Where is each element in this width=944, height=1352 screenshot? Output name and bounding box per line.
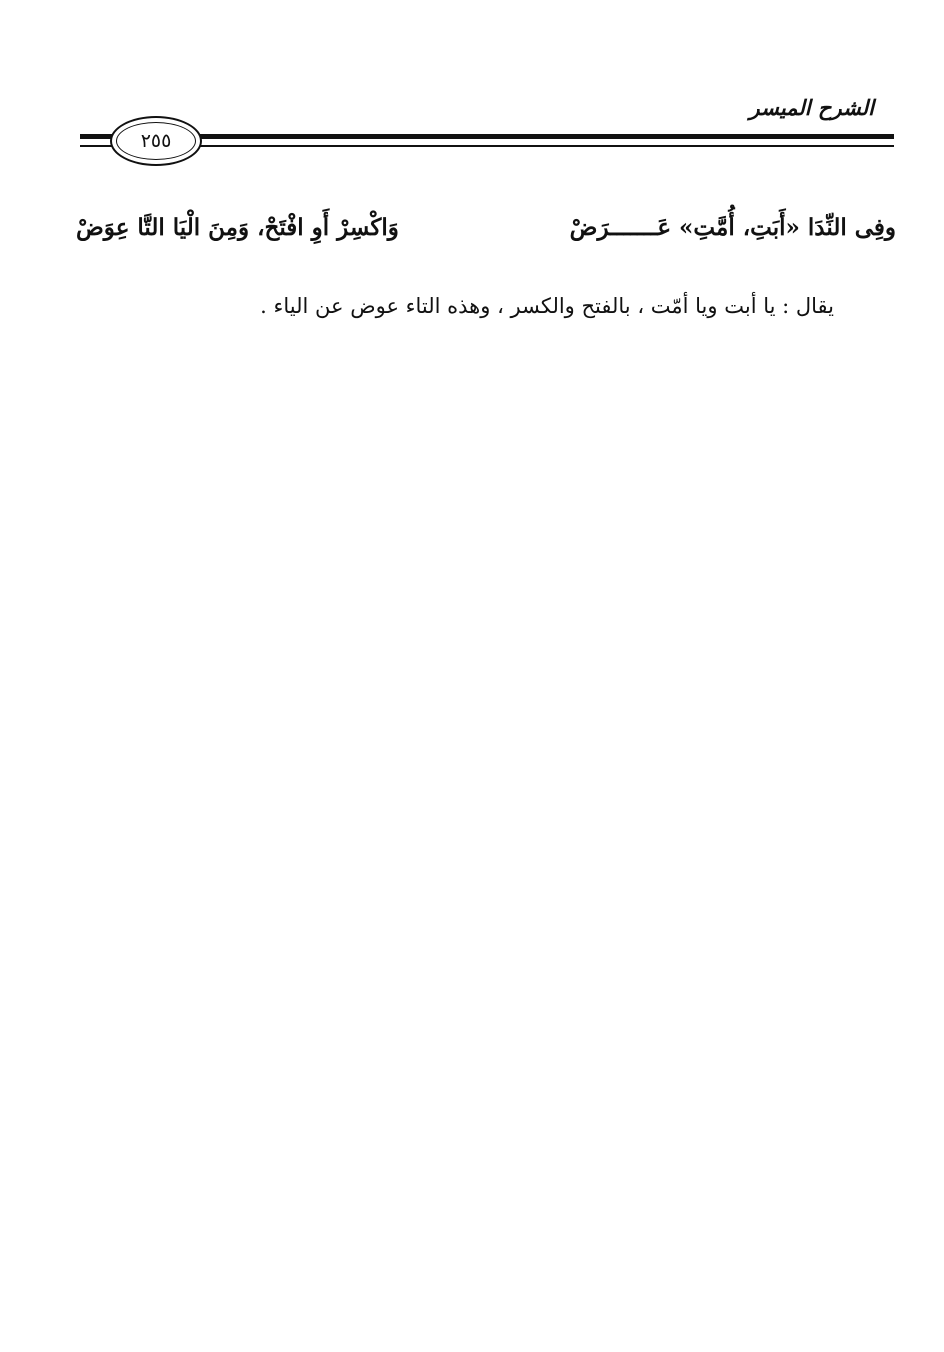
book-title: الشرح الميسر xyxy=(749,96,874,120)
verse-first-hemistich: وفِى النِّدَا «أَبَتِ، أُمَّتِ» عَـــــــرَضْ xyxy=(569,214,896,241)
page-number-oval xyxy=(110,116,202,166)
header-rule-thin xyxy=(80,145,894,147)
verse-second-hemistich: وَاكْسِرْ أَوِ افْتَحْ، وَمِنَ الْيَا التَّا عِوَضْ xyxy=(76,214,399,241)
header-rule-thick xyxy=(80,134,894,139)
commentary-text: يقال : يا أبت ويا أمّت ، بالفتح والكسر ، وهذه التاء عوض عن الياء . xyxy=(260,294,834,318)
page-number: ٢٥٥ xyxy=(140,130,172,152)
